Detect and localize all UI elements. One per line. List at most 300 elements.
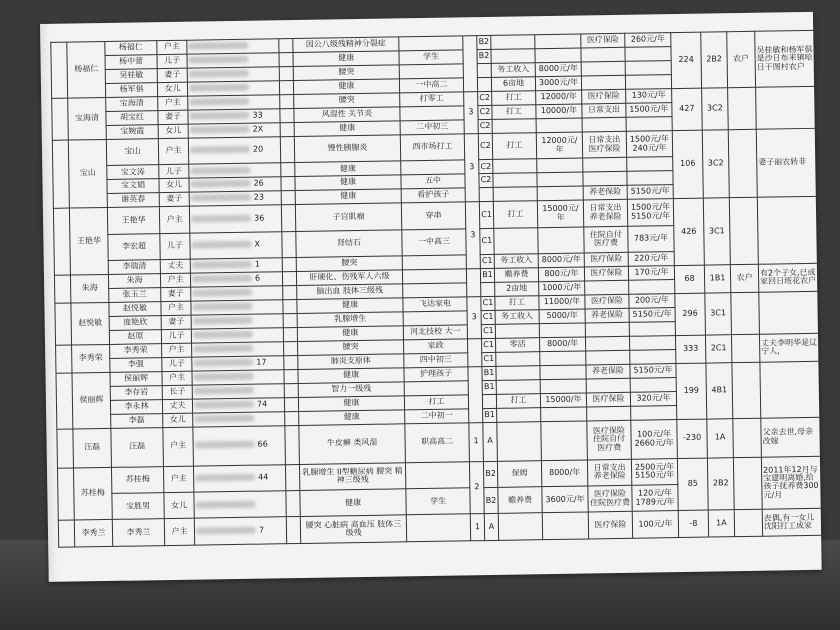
health-cell: 健康 <box>293 51 399 67</box>
category-cell: C2 <box>479 174 493 188</box>
category-cell: C2 <box>478 119 492 133</box>
blank-cell <box>283 299 297 313</box>
income-type-cell: 6亩地 <box>491 77 535 92</box>
member-name-cell: 苏桂梅 <box>111 466 163 493</box>
remark-cell: 丈夫李明华是辽宁人, <box>759 333 819 362</box>
member-name-cell: 李瑞清 <box>108 260 160 275</box>
member-name-cell: 赵原 <box>109 329 161 344</box>
level-code-cell: 4B1 <box>706 362 733 418</box>
redacted-id-mark <box>194 401 254 409</box>
income-amount-cell: 10000/年 <box>536 104 582 119</box>
relation-cell: 户主 <box>158 138 188 165</box>
income-amount-cell <box>535 34 581 49</box>
member-name-cell: 谢英春 <box>107 193 159 208</box>
relation-cell: 户主 <box>161 301 191 315</box>
expense-amount-cell: 5150元/年 <box>630 363 676 378</box>
id-number-cell <box>192 383 284 398</box>
income-amount-cell: 11000/年 <box>539 295 585 310</box>
household-head-cell: 李秀荣 <box>72 344 110 373</box>
education-job-cell <box>404 381 468 396</box>
expense-amount-cell: 130元/年 <box>626 88 672 103</box>
expense-type-cell: 医疗保险 住院医疗费 <box>588 485 632 512</box>
remark-cell <box>757 196 818 264</box>
expense-amount-cell <box>625 61 671 76</box>
member-count-cell: 2 <box>469 461 484 514</box>
health-cell: 腰突 心脏病 高血压 肢体三级残 <box>300 515 406 543</box>
expense-type-cell <box>587 406 631 421</box>
expense-amount-cell: 1500元/年 <box>626 102 672 117</box>
household-type-cell: 农户 <box>727 31 756 87</box>
relation-cell: 女儿 <box>158 124 188 138</box>
blank-cell <box>284 355 298 369</box>
redacted-id-mark <box>195 441 255 449</box>
relation-cell: 户主 <box>158 96 188 110</box>
income-amount-cell: 8000/年 <box>541 460 587 487</box>
relation-cell: 妻子 <box>161 315 191 329</box>
category-cell: B1 <box>483 408 497 422</box>
relation-cell: 户主 <box>162 343 192 357</box>
income-amount-cell <box>540 365 586 380</box>
household-type-cell <box>729 197 758 264</box>
category-cell: C2 <box>479 160 493 174</box>
expense-type-cell <box>581 75 625 90</box>
redacted-id-mark <box>190 126 250 134</box>
id-number-cell <box>189 191 281 206</box>
member-name-cell: 李强 <box>110 357 162 372</box>
income-type-cell <box>497 421 542 461</box>
member-name-cell: 赵悦敏 <box>109 302 161 317</box>
income-type-cell <box>496 365 540 380</box>
member-name-cell: 杨中蕾 <box>105 55 157 70</box>
household-type-cell <box>733 418 762 457</box>
category-cell: B2 <box>477 49 491 63</box>
id-number-cell <box>194 517 286 545</box>
category-cell <box>479 188 493 202</box>
education-job-cell: 一中高三 <box>402 228 466 255</box>
income-amount-cell <box>540 351 586 366</box>
id-number-cell <box>188 137 280 165</box>
expense-type-cell: 日常支出 养老保险 <box>583 199 627 226</box>
blank-cell <box>280 136 294 163</box>
blank-cell <box>285 425 300 464</box>
health-cell: 健康 <box>295 175 401 191</box>
income-type-cell <box>491 35 535 50</box>
expense-type-cell: 养老保险 <box>583 185 627 200</box>
education-job-cell: 飞达家电 <box>403 297 467 312</box>
blank-cell <box>280 94 294 108</box>
remark-cell: 有2个子女,已成家回日班花农户 <box>758 263 818 292</box>
expense-type-cell: 医疗保险 <box>584 252 628 267</box>
income-amount-cell: 8000/年 <box>539 337 585 352</box>
phone-cell <box>821 416 822 456</box>
education-job-cell <box>399 64 463 79</box>
blank-cell <box>282 231 296 258</box>
blank-cell <box>284 383 298 397</box>
id-tail-text: 1 <box>254 259 260 269</box>
id-number-cell <box>194 491 286 519</box>
expense-type-cell <box>581 47 625 62</box>
household-table-body <box>51 29 822 547</box>
education-job-cell: 穿串 <box>401 202 465 229</box>
education-job-cell: 看护孩子 <box>401 188 465 203</box>
health-cell: 健康 <box>295 189 401 205</box>
category-cell: B2 <box>483 461 497 488</box>
health-cell: 健康 <box>295 161 401 177</box>
blank-cell <box>281 205 295 232</box>
education-job-cell: 西市场打工 <box>400 134 464 161</box>
group-seq-cell <box>54 275 70 303</box>
redacted-id-mark <box>192 275 252 283</box>
expense-type-cell: 医疗保险 <box>582 89 626 104</box>
expense-amount-cell: 5150元/年 <box>627 185 673 200</box>
household-head-cell: 王艳华 <box>69 208 108 275</box>
group-seq-cell <box>51 42 68 98</box>
redacted-id-mark <box>194 415 254 423</box>
income-amount-cell <box>539 323 585 338</box>
education-job-cell <box>401 160 465 175</box>
expense-type-cell <box>583 158 627 173</box>
blank-cell <box>281 191 295 205</box>
relation-cell: 户主 <box>163 427 194 466</box>
redacted-id-mark <box>192 303 252 311</box>
household-type-cell <box>728 129 757 198</box>
phone-cell <box>817 196 821 264</box>
level-code-cell: 2B2 <box>701 32 728 88</box>
expense-amount-cell <box>627 171 673 186</box>
category-cell: C1 <box>481 296 495 310</box>
household-type-cell <box>731 292 760 334</box>
expense-type-cell: 医疗保险 <box>588 512 632 539</box>
id-number-cell <box>191 300 283 315</box>
remark-cell: 2011年12月与宝建明离婚,给孩子抚养费300元/月 <box>761 456 821 510</box>
expense-amount-cell: 220元/年 <box>628 252 674 267</box>
redacted-id-mark <box>196 527 256 535</box>
income-type-cell: 务工收入 <box>494 254 538 269</box>
blank-cell <box>286 517 300 544</box>
remark-cell <box>760 361 821 418</box>
id-number-cell <box>192 397 284 412</box>
education-job-cell: 打工 <box>404 395 468 410</box>
household-table <box>50 29 821 548</box>
category-cell: B1 <box>480 268 494 282</box>
income-type-cell <box>493 173 537 188</box>
expense-type-cell: 日常支出 医疗保险 <box>582 131 626 158</box>
blank-cell <box>286 490 300 517</box>
expense-type-cell <box>585 322 629 337</box>
level-code-cell: 1A <box>707 418 734 457</box>
category-cell: C2 <box>478 133 492 160</box>
member-name-cell: 杨军俱 <box>105 83 157 98</box>
redacted-id-mark <box>189 70 249 78</box>
income-type-cell <box>494 227 538 254</box>
expense-type-cell <box>582 117 626 132</box>
expense-amount-cell <box>627 157 673 172</box>
level-code-cell: 1A <box>708 510 734 537</box>
health-cell: 腰突 <box>298 340 404 356</box>
phone-cell <box>816 127 821 196</box>
relation-cell: 女儿 <box>157 82 187 96</box>
id-number-cell <box>192 369 284 384</box>
redacted-id-mark <box>194 387 254 395</box>
blank-cell <box>284 369 298 383</box>
group-seq-cell <box>52 140 69 209</box>
per-capita-cell: -8 <box>678 510 708 537</box>
id-number-cell <box>187 39 279 54</box>
id-number-cell <box>192 355 284 370</box>
redacted-id-mark <box>189 98 249 106</box>
category-cell: B1 <box>482 380 496 394</box>
relation-cell: 女儿 <box>163 413 193 427</box>
education-job-cell: 职高高二 <box>405 422 470 462</box>
income-amount-cell <box>541 407 587 422</box>
blank-cell <box>283 285 297 299</box>
category-cell: C1 <box>481 338 495 352</box>
education-job-cell <box>403 311 467 326</box>
education-job-cell <box>402 255 466 270</box>
household-head-cell: 苏桂梅 <box>73 467 112 520</box>
member-count-cell: 1 <box>470 514 484 541</box>
id-number-cell <box>193 425 286 465</box>
income-amount-cell: 800元/年 <box>538 267 584 282</box>
blank-cell <box>280 108 294 122</box>
income-amount-cell: 12000元/年 <box>536 132 582 159</box>
member-name-cell: 李秀荣 <box>110 343 162 358</box>
expense-amount-cell <box>629 280 675 295</box>
member-count-cell: 3 <box>465 202 480 269</box>
category-cell <box>482 394 496 408</box>
expense-type-cell <box>583 171 627 186</box>
id-number-cell <box>191 286 283 301</box>
income-type-cell: 打工 <box>492 91 536 106</box>
category-cell: C1 <box>480 254 494 268</box>
expense-amount-cell: 260元/年 <box>625 33 671 48</box>
health-cell: 风湿性 关节炎 <box>294 107 400 123</box>
expense-type-cell: 医疗保险 住院自付 医疗费 <box>587 420 632 460</box>
per-capita-cell: 106 <box>672 130 703 199</box>
expense-amount-cell: 320元/年 <box>630 391 676 406</box>
expense-amount-cell: 100元/年 <box>632 511 678 538</box>
remark-cell <box>759 291 820 334</box>
household-table-container <box>50 30 819 548</box>
phone-cell <box>820 360 822 417</box>
member-name-cell: 宝胜男 <box>112 493 164 520</box>
education-job-cell: 护理孩子 <box>404 367 468 382</box>
expense-amount-cell: 200元/年 <box>629 293 675 308</box>
education-job-cell <box>405 461 469 488</box>
per-capita-cell: 85 <box>677 458 708 511</box>
relation-cell: 户主 <box>160 273 190 287</box>
category-cell: C1 <box>480 228 494 255</box>
expense-type-cell: 养老保险 <box>585 308 629 323</box>
category-cell: C1 <box>479 202 493 229</box>
id-number-cell <box>193 411 285 426</box>
phone-cell <box>819 290 822 333</box>
remark-cell <box>756 86 817 129</box>
income-type-cell: 务工收入 <box>491 63 535 78</box>
member-name-cell: 宝山 <box>106 138 158 165</box>
per-capita-cell: 333 <box>675 335 705 363</box>
category-cell <box>477 77 491 91</box>
income-type-cell: 打工 <box>492 105 536 120</box>
expense-amount-cell: 120元/年 1789元/年 <box>632 485 678 512</box>
income-amount-cell <box>541 421 588 461</box>
income-type-cell <box>493 159 537 174</box>
income-type-cell: 打工 <box>496 393 540 408</box>
member-name-cell: 李存岩 <box>110 385 162 400</box>
income-type-cell: 2亩地 <box>495 282 539 297</box>
member-name-cell: 吴桂敏 <box>105 69 157 84</box>
income-amount-cell: 5000/年 <box>539 309 585 324</box>
household-type-cell <box>728 87 757 129</box>
education-job-cell: 四中初三 <box>404 353 468 368</box>
blank-cell <box>281 163 295 177</box>
education-job-cell: 学生 <box>406 488 470 515</box>
education-job-cell: 五中 <box>401 174 465 189</box>
redacted-id-mark <box>196 500 256 508</box>
education-job-cell: 二中初三 <box>400 120 464 135</box>
health-cell: 健康 <box>297 298 403 314</box>
income-type-cell: 打工 <box>492 132 536 159</box>
id-number-cell <box>188 123 280 138</box>
blank-cell <box>279 52 293 66</box>
member-name-cell: 胡宝红 <box>106 111 158 126</box>
id-tail-text: 7 <box>258 525 265 535</box>
expense-amount-cell: 2500元/年 5150元/年 <box>631 458 677 485</box>
category-cell <box>477 63 491 77</box>
id-tail-text: 2X <box>252 124 264 134</box>
category-cell: C1 <box>481 324 495 338</box>
member-name-cell: 李秀兰 <box>112 519 164 546</box>
expense-type-cell: 医疗保险 <box>581 33 625 48</box>
member-name-cell: 李宏超 <box>108 233 160 260</box>
redacted-id-mark <box>189 56 249 64</box>
id-number-cell <box>189 177 281 192</box>
household-head-cell: 侯丽辉 <box>72 372 111 428</box>
health-cell: 慢性胰腺炎 <box>294 135 400 163</box>
member-count-cell <box>467 338 481 366</box>
health-cell: 肺炎支原体 <box>298 354 404 370</box>
expense-amount-cell: 5150元/年 <box>629 307 675 322</box>
relation-cell: 丈夫 <box>160 259 190 273</box>
household-type-cell <box>733 457 762 510</box>
expense-amount-cell <box>626 116 672 131</box>
paper-sheet <box>40 12 822 582</box>
id-number-cell <box>189 205 281 233</box>
redacted-id-mark <box>190 166 250 174</box>
redacted-id-mark <box>190 180 250 188</box>
health-cell: 肝硬化、伤残军人六级 <box>296 270 402 286</box>
id-number-cell <box>192 342 284 357</box>
relation-cell: 儿子 <box>160 233 190 260</box>
expense-type-cell: 医疗保险 <box>585 294 629 309</box>
group-seq-cell <box>58 520 74 547</box>
income-amount-cell <box>537 186 583 201</box>
relation-cell: 户主 <box>163 466 193 493</box>
income-type-cell <box>497 407 541 422</box>
household-type-cell <box>732 362 761 418</box>
category-cell: C2 <box>478 105 492 119</box>
id-tail-text: X <box>254 239 261 249</box>
category-cell: B2 <box>477 35 491 49</box>
income-amount-cell <box>536 118 582 133</box>
redacted-id-mark <box>193 345 253 353</box>
health-cell: 腰突 <box>294 93 400 109</box>
relation-cell: 妻子 <box>158 110 188 124</box>
redacted-id-mark <box>188 42 248 50</box>
income-amount-cell: 8000元/年 <box>538 253 584 268</box>
household-head-cell: 朱海 <box>70 274 108 303</box>
household-head-cell: 汪磊 <box>73 428 112 468</box>
health-cell: 牛皮癣 类风湿 <box>299 423 406 464</box>
education-job-cell <box>403 283 467 298</box>
income-type-cell: 赡养费 <box>494 268 538 283</box>
expense-amount-cell <box>625 47 671 62</box>
blank-cell <box>281 177 295 191</box>
relation-cell: 女儿 <box>164 492 194 519</box>
expense-type-cell <box>581 61 625 76</box>
health-cell: 健康 <box>300 489 406 517</box>
id-number-cell <box>190 258 282 273</box>
income-amount-cell: 1000元/年 <box>539 281 585 296</box>
education-job-cell <box>402 269 466 284</box>
id-number-cell <box>188 95 280 110</box>
relation-cell: 长子 <box>162 385 192 399</box>
redacted-id-mark <box>189 84 249 92</box>
blank-cell <box>283 313 297 327</box>
expense-amount-cell: 1500元/年 5150元/年 <box>627 199 673 226</box>
relation-cell: 户主 <box>164 519 194 546</box>
category-cell: B2 <box>484 487 498 514</box>
health-cell: 因公八级残精神分裂症 <box>293 37 399 53</box>
relation-cell: 儿子 <box>157 54 187 68</box>
id-tail-text: 6 <box>254 273 261 283</box>
member-name-cell: 汪磊 <box>111 427 164 467</box>
id-tail-text: 23 <box>253 192 265 203</box>
household-type-cell <box>734 510 762 537</box>
relation-cell: 妻子 <box>159 192 189 206</box>
group-seq-cell <box>57 429 74 468</box>
relation-cell: 户主 <box>162 371 192 385</box>
income-amount-cell: 8000元/年 <box>535 62 581 77</box>
income-type-cell <box>496 379 540 394</box>
id-number-cell <box>188 109 280 124</box>
redacted-id-mark <box>191 194 251 202</box>
income-amount-cell: 3000元/年 <box>535 76 581 91</box>
expense-amount-cell: 170元/年 <box>628 266 674 281</box>
household-head-cell: 赵悦敏 <box>71 302 110 344</box>
blank-cell <box>283 327 297 341</box>
group-seq-cell <box>57 468 74 521</box>
health-cell: 腰突 <box>296 256 402 272</box>
redacted-id-mark <box>190 146 250 154</box>
income-amount-cell <box>537 172 583 187</box>
expense-type-cell: 医疗保险 <box>586 392 630 407</box>
income-type-cell: 零活 <box>495 338 539 353</box>
member-name-cell: 宝海清 <box>106 97 158 112</box>
id-number-cell <box>187 81 279 96</box>
income-amount-cell <box>537 158 583 173</box>
per-capita-cell: 68 <box>674 265 704 293</box>
id-number-cell <box>190 272 282 287</box>
health-cell: 乳腺增生 II型糖尿病 腰突 精神三级残 <box>299 462 405 490</box>
income-type-cell: 打工 <box>493 201 537 228</box>
phone-cell <box>815 29 822 86</box>
relation-cell: 儿子 <box>161 329 191 343</box>
id-number-cell <box>190 231 282 259</box>
income-amount-cell <box>538 227 584 254</box>
income-type-cell: 务工收入 <box>495 310 539 325</box>
category-cell: A <box>483 422 498 461</box>
